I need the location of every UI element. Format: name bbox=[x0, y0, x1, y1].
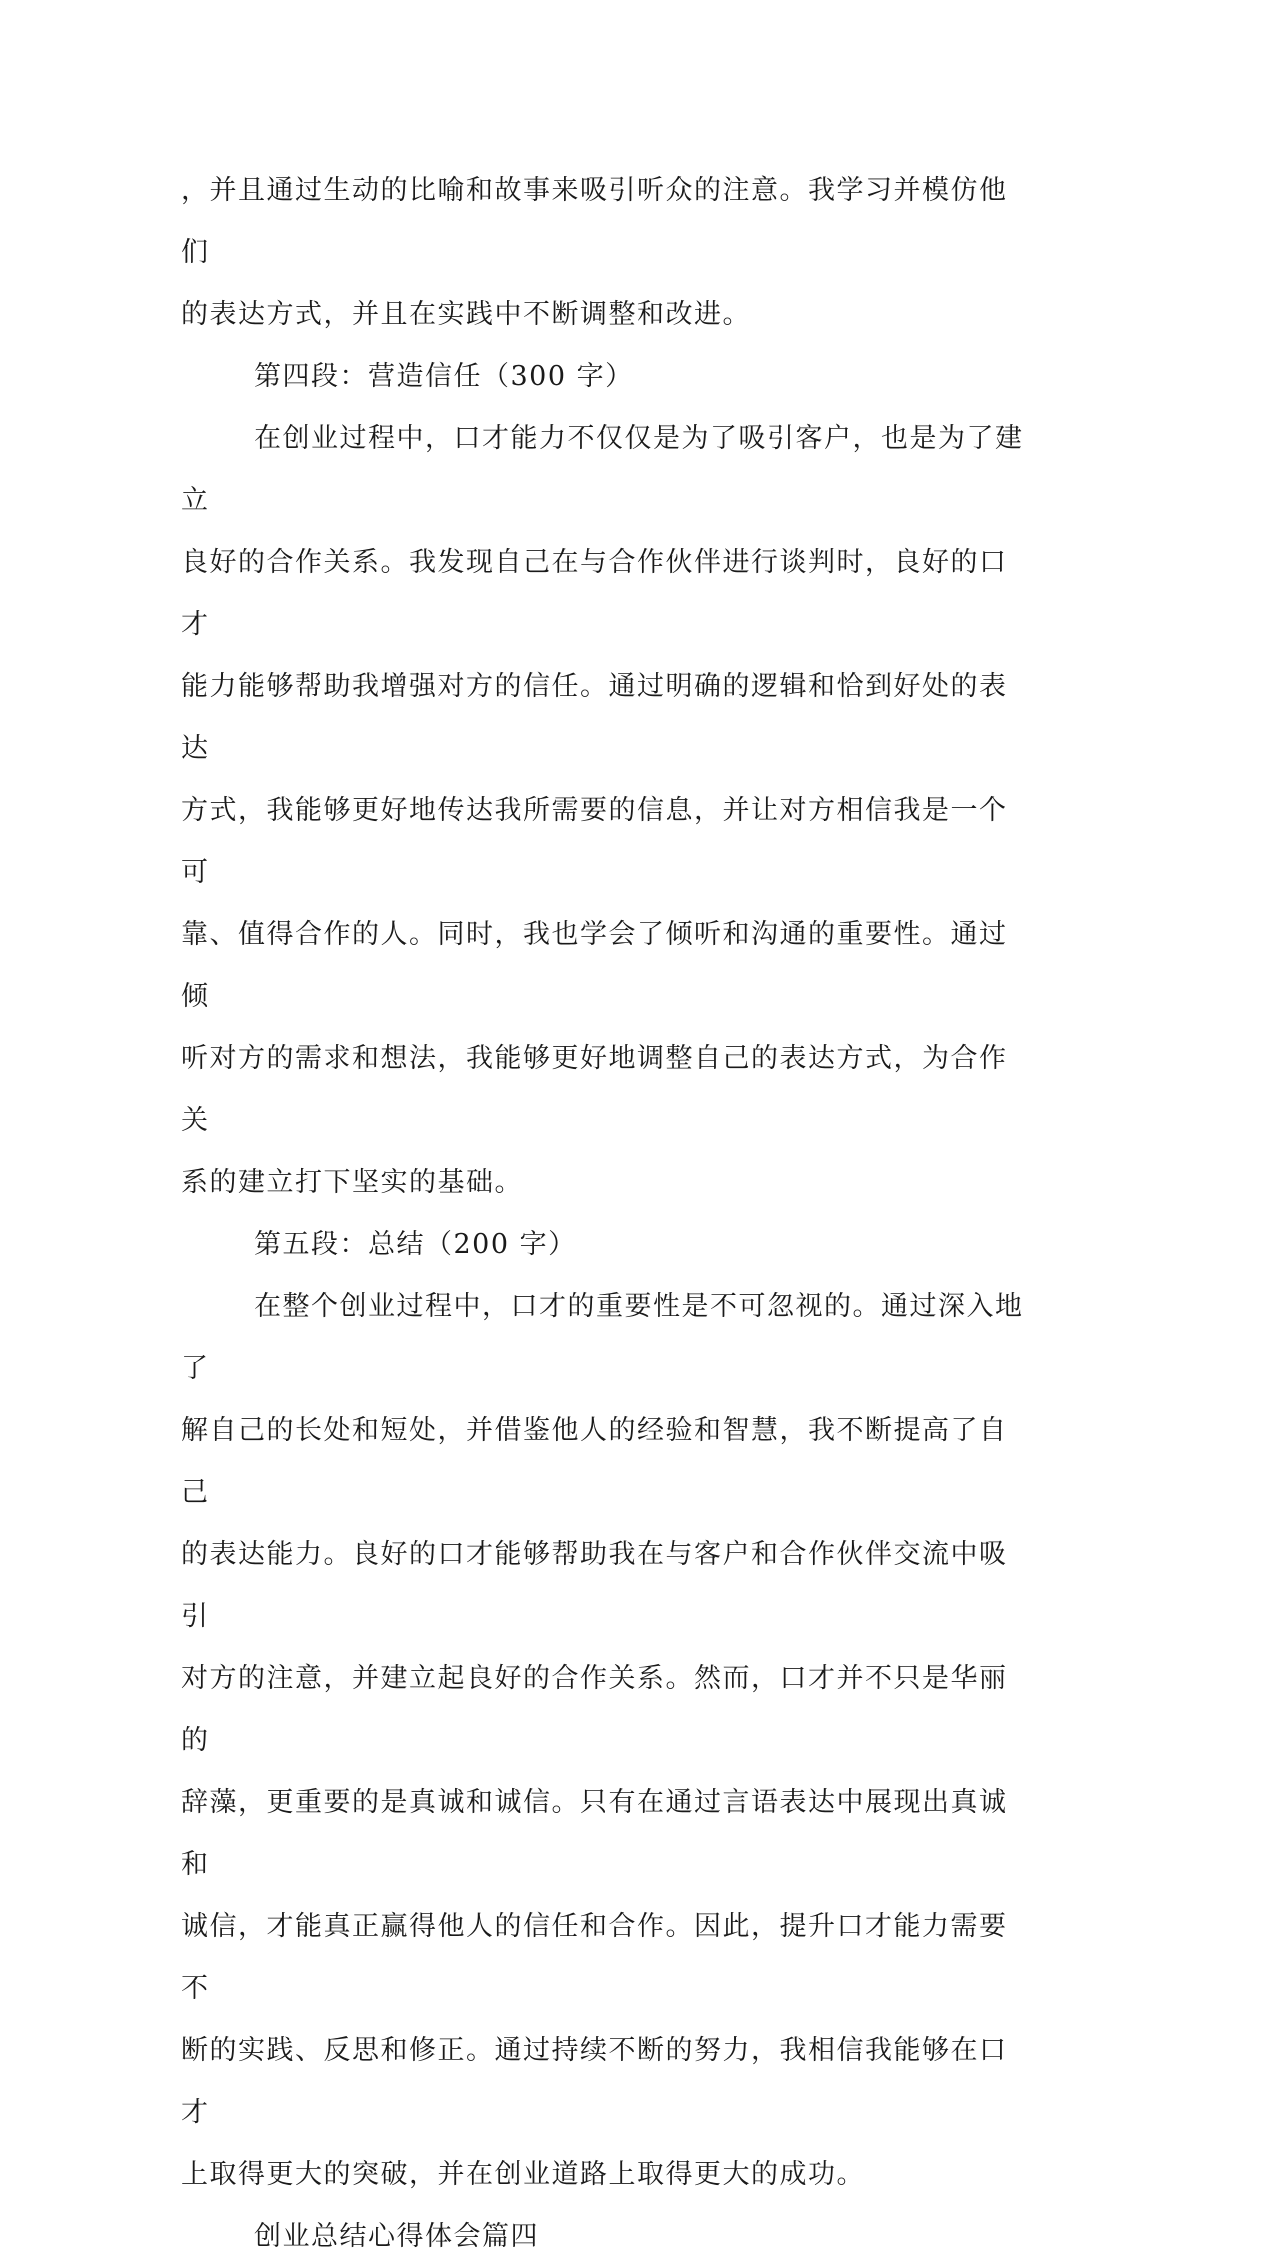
text-line: 对方的注意，并建立起良好的合作关系。然而，口才并不只是华丽的 bbox=[181, 1663, 1008, 1756]
text-line: 解自己的长处和短处，并借鉴他人的经验和智慧，我不断提高了自己 bbox=[181, 1415, 1008, 1508]
paragraph-continuation bbox=[181, 160, 1031, 346]
paragraph-section-5 bbox=[181, 1276, 1031, 2206]
text-line: 在创业过程中，口才能力不仅仅是为了吸引客户，也是为了建立 bbox=[181, 423, 1024, 516]
section-heading-4 bbox=[181, 346, 1031, 408]
heading-text: 创业总结心得体会篇四 bbox=[254, 2221, 539, 2252]
text-line: 诚信，才能真正赢得他人的信任和合作。因此，提升口才能力需要不 bbox=[181, 1911, 1008, 2004]
document-body bbox=[181, 160, 1031, 2268]
text-line: 上取得更大的突破，并在创业道路上取得更大的成功。 bbox=[181, 2159, 865, 2190]
text-line: 的表达能力。良好的口才能够帮助我在与客户和合作伙伴交流中吸引 bbox=[181, 1539, 1008, 1632]
paragraph-section-4 bbox=[181, 408, 1031, 1214]
heading-text: 第五段：总结（200 字） bbox=[254, 1229, 577, 1260]
text-line: 断的实践、反思和修正。通过持续不断的努力，我相信我能够在口才 bbox=[181, 2035, 1008, 2128]
text-line: 在整个创业过程中，口才的重要性是不可忽视的。通过深入地了 bbox=[181, 1291, 1024, 1384]
text-line: 的表达方式，并且在实践中不断调整和改进。 bbox=[181, 299, 751, 330]
text-line: 系的建立打下坚实的基础。 bbox=[181, 1167, 523, 1198]
text-line: 方式，我能够更好地传达我所需要的信息，并让对方相信我是一个可 bbox=[181, 795, 1008, 888]
text-line: ，并且通过生动的比喻和故事来吸引听众的注意。我学习并模仿他们 bbox=[181, 175, 1008, 268]
section-heading-5 bbox=[181, 1214, 1031, 1276]
text-line: 良好的合作关系。我发现自己在与合作伙伴进行谈判时，良好的口才 bbox=[181, 547, 1008, 640]
text-line: 听对方的需求和想法，我能够更好地调整自己的表达方式，为合作关 bbox=[181, 1043, 1008, 1136]
heading-text: 第四段：营造信任（300 字） bbox=[254, 361, 634, 392]
section-heading-article-4 bbox=[181, 2206, 1031, 2268]
text-line: 辞藻，更重要的是真诚和诚信。只有在通过言语表达中展现出真诚和 bbox=[181, 1787, 1008, 1880]
text-line: 靠、值得合作的人。同时，我也学会了倾听和沟通的重要性。通过倾 bbox=[181, 919, 1008, 1012]
text-line: 能力能够帮助我增强对方的信任。通过明确的逻辑和恰到好处的表达 bbox=[181, 671, 1008, 764]
